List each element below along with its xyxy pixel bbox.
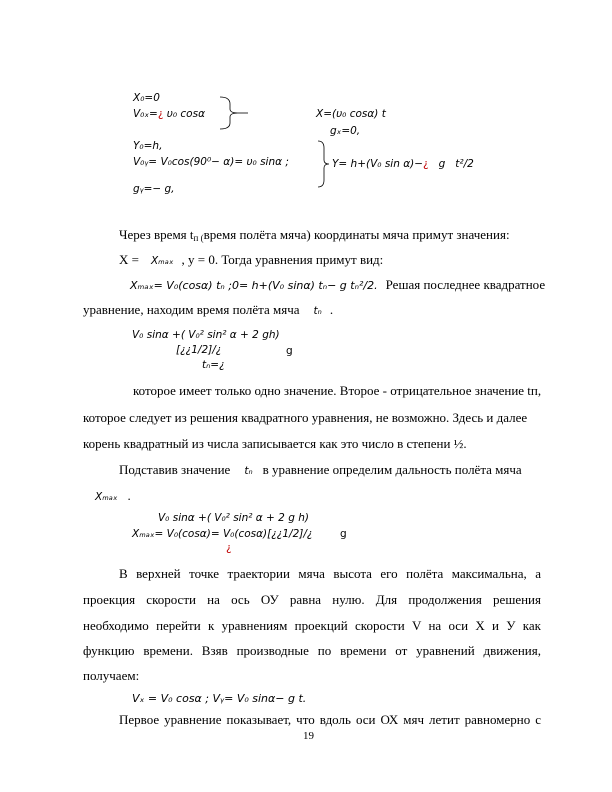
eq-x0: X₀=0 [133,92,160,104]
result-y-lhs: Y= h+(V₀ sin α)− [332,158,424,170]
eq-v0y: V₀ᵧ= V₀cos(90⁰− α)= υ₀ sinα ; [133,156,289,168]
para5-xmax: Xₘₐₓ [95,491,118,503]
eq-v0x-glyph: ¿ [157,108,164,120]
para5-tn: tₙ [244,465,253,477]
result-gx: gₓ=0, [330,125,361,137]
para3-formula: Xₘₐₓ= V₀(cosα) tₙ ;0= h+(V₀ sinα) tₙ− g tₙ²/2. [130,279,378,292]
para6-line2: проекция скорости на ось ОУ равна нулю. Для продолжения решения [83,592,541,607]
para1-sub: п ( [193,233,204,243]
eq-v0x [133,108,205,120]
page-number: 19 [303,730,314,742]
para1-a: Через время t [119,227,194,242]
result-x: X=(υ₀ cosα) t [316,108,386,120]
formula-tn-g: g [286,345,293,357]
formula-tn-top: V₀ sinα +( V₀² sin² α + 2 gh) [132,329,280,341]
bracket-upper-icon [218,96,248,130]
para4-line2: которое следует из решения квадратного уравнения, не возможно. Здесь и далее [83,410,528,425]
para3-l2: уравнение, находим время полёта мяча [83,302,300,317]
para3-dot: . [329,302,334,317]
result-y-glyph: ¿ [423,158,429,170]
para1-b: время полёта мяча) координаты мяча примут значения: [203,227,510,242]
result-y [332,158,474,170]
para5-post: в уравнение определим дальность полёта мяча [262,462,522,477]
formula-xmax-mid: Xₘₐₓ= V₀(cosα)= V₀(cosα)[¿¿1/2]/¿ [132,528,313,540]
result-y-t2: t²/2 [455,158,474,170]
para6-line4: функцию времени. Взяв производные по времени от уравнений движения, [83,643,541,658]
para6-line1: В верхней точке траектории мяча высота его полёта максимальна, а [119,566,541,581]
para3-line2 [83,302,333,318]
formula-v: Vₓ = V₀ cosα ; Vᵧ= V₀ sinα− g t. [132,692,307,705]
para2 [119,252,383,268]
para4-line1: которое имеет только одно значение. Второе - отрицательное значение tп, [133,383,542,398]
eq-y0: Y₀=h, [133,140,163,152]
formula-xmax-bot: ¿ [226,542,232,554]
formula-xmax-top: V₀ sinα +( V₀² sin² α + 2 g h) [158,512,309,524]
para5-dot: . [127,488,131,503]
para5-line2 [95,488,131,504]
para7-line1: Первое уравнение показывает, что вдоль оси ОХ мяч летит равномерно с [119,712,541,727]
para6-line5: получаем: [83,668,140,683]
formula-tn-bot: tₙ=¿ [202,359,225,371]
para4-line3: корень квадратный из числа записывается как это число в степени ½. [83,436,467,451]
formula-xmax-g: g [340,528,347,540]
para5-pre: Подставив значение [119,462,231,477]
para2-xmax: Xₘₐₓ [150,255,174,267]
para1 [119,227,510,243]
result-y-g: g [438,158,446,170]
para2-x: X = [119,252,139,267]
formula-tn-mid: [¿¿1/2]/¿ [176,344,222,356]
para3-text: Решая последнее квадратное [385,277,546,292]
para6-line3: необходимо перейти к уравнениям проекций скорости V на оси Х и У как [83,618,541,633]
eq-gy: gᵧ=− g, [133,183,175,195]
para5-line1 [119,462,522,478]
para3-line1 [130,276,545,294]
bracket-lower-icon [316,140,330,188]
eq-v0x-lhs: V₀ₓ= [133,108,158,120]
eq-v0x-rhs: υ₀ cosα [163,108,205,120]
para3-tn: tₙ [313,305,322,317]
para2-rest: , y = 0. Тогда уравнения примут вид: [181,252,384,267]
